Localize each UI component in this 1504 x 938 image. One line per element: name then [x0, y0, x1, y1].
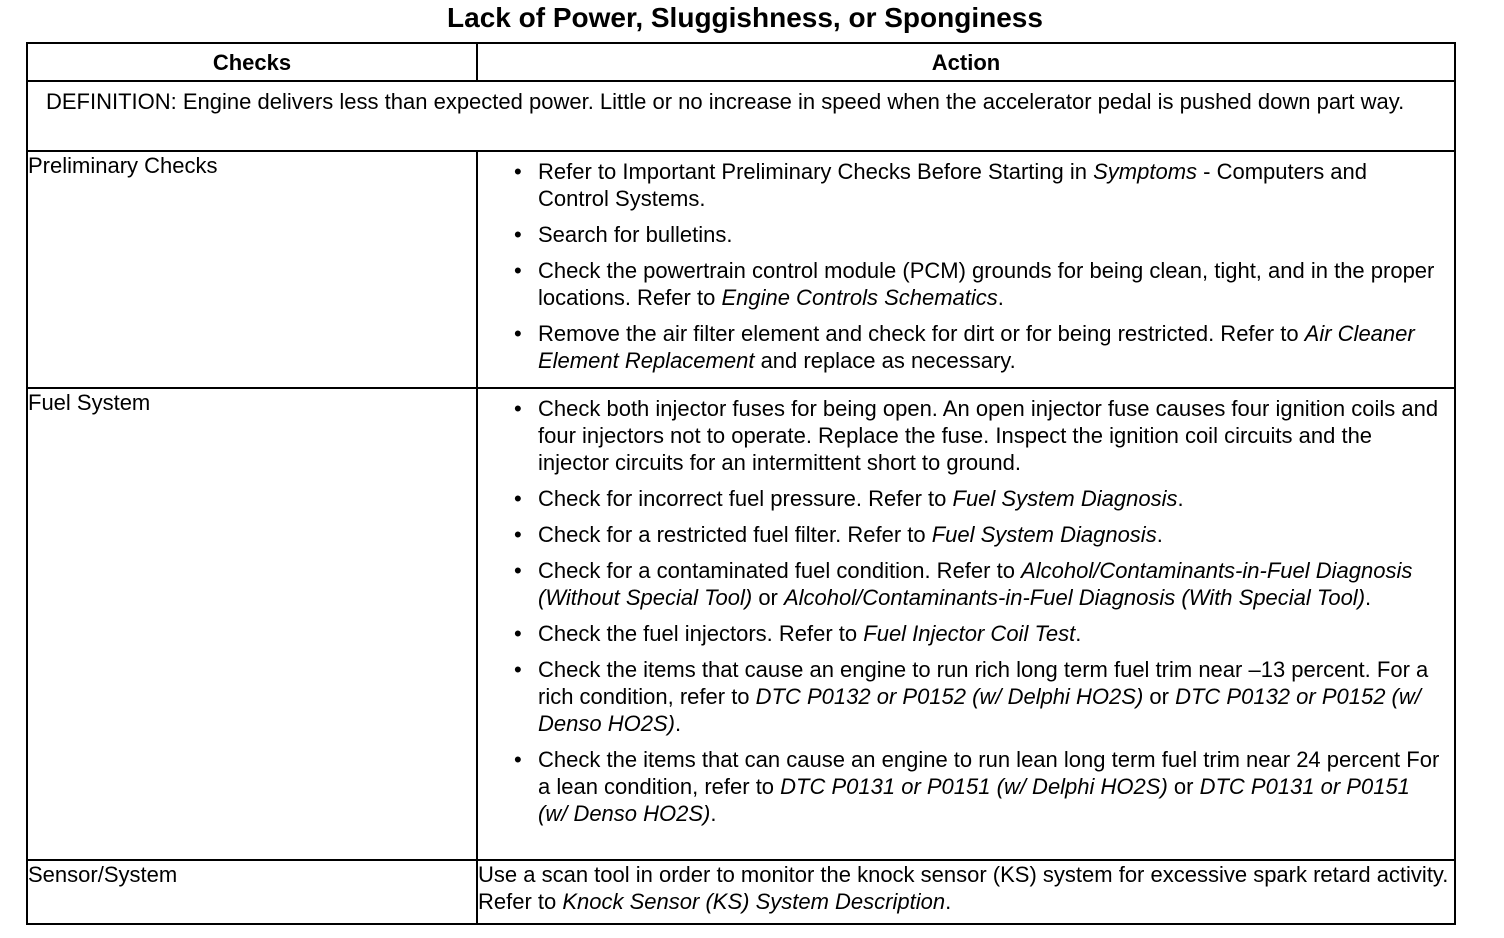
action-text-segment: Search for bulletins. [538, 222, 733, 247]
action-text-segment: Check the fuel injectors. Refer to [538, 621, 864, 646]
action-text-segment: Refer to Important Preliminary Checks Before Starting in [538, 159, 1094, 184]
column-header-checks: Checks [27, 43, 477, 81]
reference-link-text: DTC P0131 or P0151 (w/ Denso HO2S) [538, 774, 1410, 826]
header-row [27, 43, 1455, 81]
action-item [538, 395, 1440, 476]
action-text-segment: or [1167, 774, 1200, 799]
action-item [538, 485, 1440, 512]
action-cell [477, 151, 1455, 388]
reference-link-text: DTC P0131 or P0151 (w/ Delphi HO2S) [780, 774, 1168, 799]
action-text-segment: Check the powertrain control module (PCM) grounds for being clean, tight, and in the proper locations. Refer to [538, 258, 1435, 310]
table-row [27, 388, 1455, 860]
check-label: Sensor/System [27, 860, 477, 924]
action-item [538, 521, 1440, 548]
action-text-segment: Check the items that can cause an engine to run lean long term fuel trim near 24 percent For a lean condition, refer to [538, 747, 1440, 799]
action-list [478, 152, 1454, 387]
reference-link-text: Fuel System Diagnosis [931, 522, 1157, 547]
action-text-segment: . [997, 285, 1004, 310]
action-cell [477, 388, 1455, 860]
action-item [538, 557, 1440, 611]
action-text-segment: or [1143, 684, 1176, 709]
action-text-segment: . [710, 801, 717, 826]
definition-row [27, 81, 1455, 151]
action-item [538, 746, 1440, 827]
reference-link-text: Symptoms [1093, 159, 1198, 184]
reference-link-text: Fuel System Diagnosis [952, 486, 1178, 511]
action-item [538, 320, 1440, 374]
definition-text: DEFINITION: Engine delivers less than expected power. Little or no increase in speed when the accelerator pedal is pushed down part way. [27, 81, 1455, 151]
reference-link-text: Alcohol/Contaminants-in-Fuel Diagnosis (Without Special Tool) [538, 558, 1413, 610]
check-label: Fuel System [27, 388, 477, 860]
reference-link-text: DTC P0132 or P0152 (w/ Denso HO2S) [538, 684, 1421, 736]
reference-link-text: Fuel Injector Coil Test [863, 621, 1076, 646]
action-text-segment: Use a scan tool in order to monitor the knock sensor (KS) system for excessive spark retard activity. Refer to [478, 862, 1449, 914]
reference-link-text: DTC P0132 or P0152 (w/ Delphi HO2S) [755, 684, 1144, 709]
action-text-segment: Check the items that cause an engine to run rich long term fuel trim near –13 percent. For a rich condition, refer to [538, 657, 1429, 709]
action-item [538, 158, 1440, 212]
action-text [477, 860, 1455, 924]
action-text-segment: . [945, 889, 952, 914]
action-item [538, 257, 1440, 311]
action-item [538, 620, 1440, 647]
page-title: Lack of Power, Sluggishness, or Sponginess [447, 2, 1043, 33]
action-text-segment: . [1177, 486, 1184, 511]
action-text-segment: Remove the air filter element and check for dirt or for being restricted. Refer to [538, 321, 1305, 346]
action-text-segment: Check for a contaminated fuel condition. Refer to [538, 558, 1022, 583]
action-text-segment: Check both injector fuses for being open. An open injector fuse causes four ignition coils and four injectors not to operate. Replace the fuse. Inspect the ignition coil circuits and the injector circuits for an intermittent short to ground. [538, 396, 1439, 475]
action-text-segment: - Computers and Control Systems. [538, 159, 1368, 211]
action-text-segment: Check for a restricted fuel filter. Refer to [538, 522, 932, 547]
action-item [538, 656, 1440, 737]
table-row [27, 860, 1455, 924]
action-text-segment: . [1365, 585, 1372, 610]
table-row [27, 151, 1455, 388]
action-text-segment: or [752, 585, 784, 610]
diagnostic-table [26, 42, 1456, 925]
reference-link-text: Knock Sensor (KS) System Description [562, 889, 946, 914]
action-item [538, 221, 1440, 248]
reference-link-text: Engine Controls Schematics [721, 285, 998, 310]
action-text-segment: . [1075, 621, 1082, 646]
action-text-segment: . [1156, 522, 1163, 547]
reference-link-text: Air Cleaner Element Replacement [538, 321, 1415, 373]
action-text-segment: and replace as necessary. [754, 348, 1016, 373]
action-text-segment: Check for incorrect fuel pressure. Refer to [538, 486, 953, 511]
action-list [478, 389, 1454, 840]
reference-link-text: Alcohol/Contaminants-in-Fuel Diagnosis (With Special Tool) [784, 585, 1366, 610]
action-text-segment: . [674, 711, 682, 736]
column-header-action: Action [477, 43, 1455, 81]
check-label: Preliminary Checks [27, 151, 477, 388]
